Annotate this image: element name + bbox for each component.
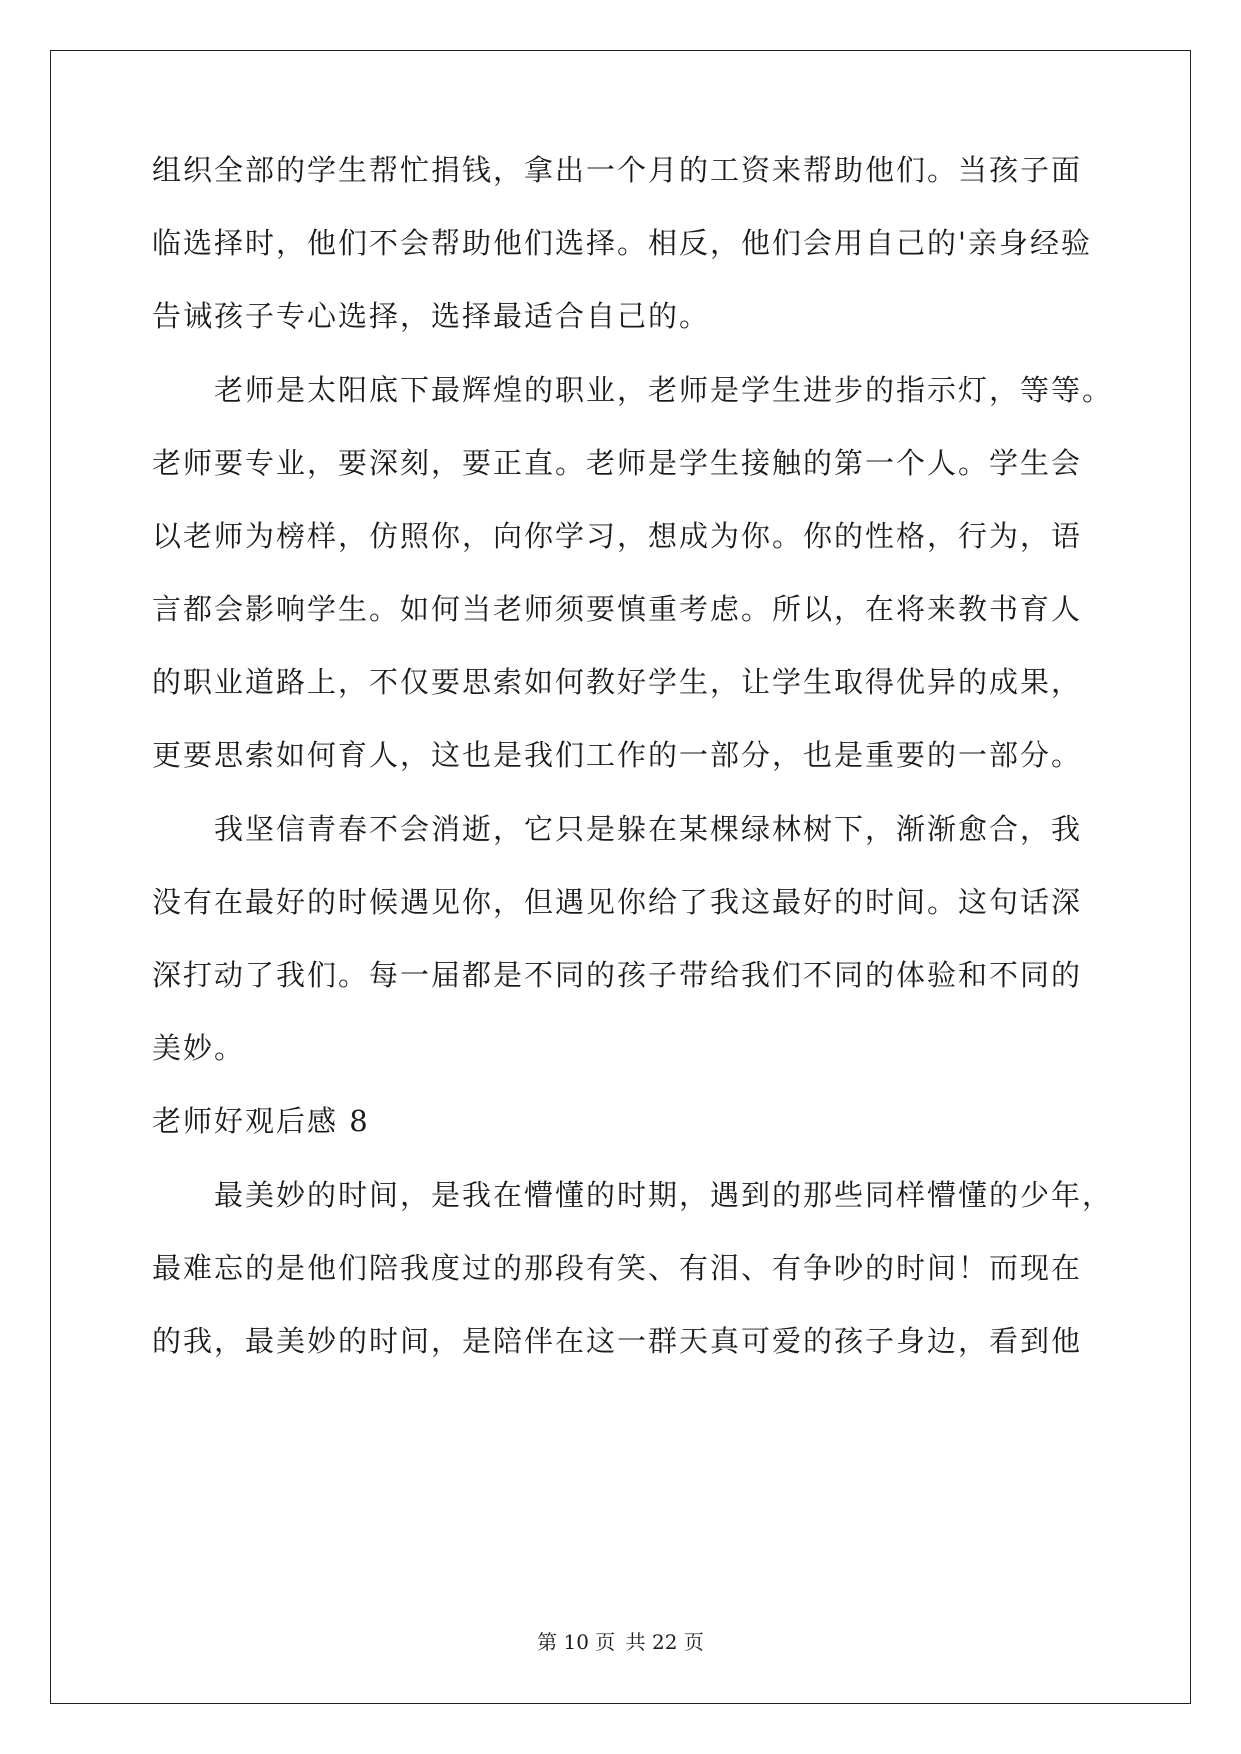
text-line: 老师要专业，要深刻，要正直。老师是学生接触的第一个人。学生会 bbox=[152, 446, 1083, 480]
page-total: 共 22 页 bbox=[625, 1630, 704, 1654]
text-line: 更要思索如何育人，这也是我们工作的一部分，也是重要的一部分。 bbox=[152, 738, 1083, 772]
text-line: 以老师为榜样，仿照你，向你学习，想成为你。你的性格，行为，语 bbox=[152, 519, 1083, 553]
text-line: 告诫孩子专心选择，选择最适合自己的。 bbox=[152, 299, 711, 333]
text-line: 言都会影响学生。如何当老师须要慎重考虑。所以，在将来教书育人 bbox=[152, 592, 1083, 626]
page-footer bbox=[0, 1628, 1241, 1656]
paragraph-start-line: 我坚信青春不会消逝，它只是躲在某棵绿林树下，渐渐愈合，我 bbox=[152, 812, 1083, 846]
text-line: 组织全部的学生帮忙捐钱，拿出一个月的工资来帮助他们。当孩子面 bbox=[152, 153, 1083, 187]
page-number: 第 10 页 bbox=[537, 1630, 616, 1654]
text-line: 美妙。 bbox=[152, 1031, 246, 1065]
text-line: 深打动了我们。每一届都是不同的孩子带给我们不同的体验和不同的 bbox=[152, 958, 1083, 992]
section-heading: 老师好观后感 8 bbox=[152, 1104, 370, 1138]
text-line: 最难忘的是他们陪我度过的那段有笑、有泪、有争吵的时间！而现在 bbox=[152, 1251, 1083, 1285]
text-line: 的职业道路上，不仅要思索如何教好学生，让学生取得优异的成果， bbox=[152, 665, 1083, 699]
paragraph-start-line: 最美妙的时间，是我在懵懂的时期，遇到的那些同样懵懂的少年， bbox=[152, 1178, 1114, 1212]
paragraph-start-line: 老师是太阳底下最辉煌的职业，老师是学生进步的指示灯，等等。 bbox=[152, 373, 1114, 407]
text-line: 没有在最好的时候遇见你，但遇见你给了我这最好的时间。这句话深 bbox=[152, 885, 1083, 919]
text-line: 临选择时，他们不会帮助他们选择。相反，他们会用自己的'亲身经验 bbox=[152, 226, 1092, 260]
text-line: 的我，最美妙的时间，是陪伴在这一群天真可爱的孩子身边，看到他 bbox=[152, 1324, 1083, 1358]
